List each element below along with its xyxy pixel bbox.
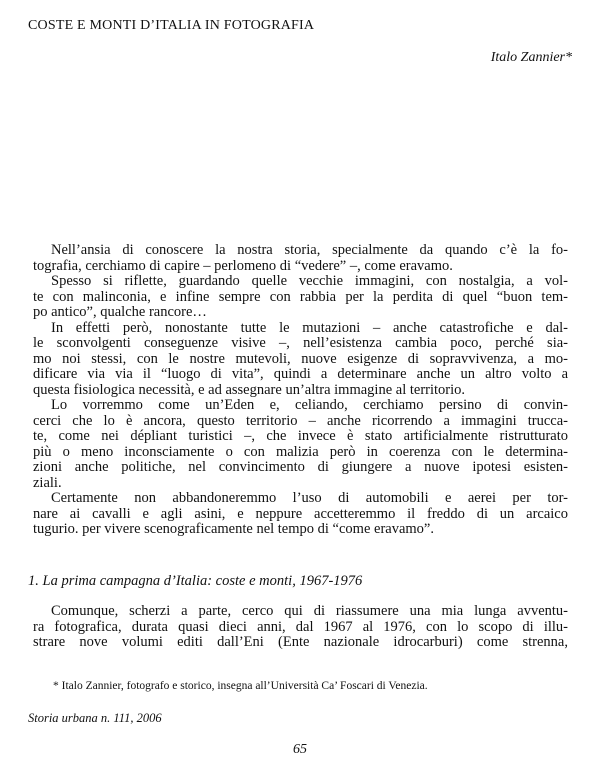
text-line: Spesso si riflette, guardando quelle vecchie immagini, con nostalgia, a vol- [51, 273, 568, 289]
footnote: * Italo Zannier, fotografo e storico, insegna all’Università Ca’ Foscari di Venezia. [53, 680, 428, 692]
text-line: Nell’ansia di conoscere la nostra storia, specialmente da quando c’è la fo- [51, 242, 568, 258]
page-number: 65 [293, 742, 307, 757]
text-line: tugurio. per vivere scenograficamente nel tempo di “come eravamo”. [33, 521, 434, 537]
text-line: Lo vorremmo come un’Eden e, celiando, cerchiamo persino di convin- [51, 397, 568, 413]
text-line: In effetti però, nonostante tutte le mutazioni – anche catastrofiche e dal- [51, 319, 568, 336]
text-line: dificare via via il “luogo di vita”, quindi a determinare anche un altro volto a [33, 366, 568, 382]
text-line: questa fisiologica necessità, e ad assegnare un’altra immagine al territorio. [33, 381, 466, 398]
section-body [33, 604, 568, 651]
text-line: ziali. [33, 474, 62, 491]
journal-citation: Storia urbana n. 111, 2006 [28, 711, 162, 725]
author-name: Italo Zannier* [490, 50, 572, 65]
text-line: Certamente non abbandoneremmo l’uso di automobili e aerei per tor- [51, 490, 568, 506]
text-line: nare ai cavalli e agli asini, e neppure accetteremmo il freddo di un arcaico [33, 505, 568, 522]
text-line: le sconvolgenti conseguenze visive –, nell’esistenza cambia poco, perché sia- [33, 335, 568, 351]
text-line: ra fotografica, durata quasi dieci anni, dal 1967 al 1976, con lo scopo di illu- [33, 618, 568, 635]
text-line: zioni anche politiche, nel convincimento di giungere a nuove ipotesi esisten- [33, 459, 568, 475]
text-line: Comunque, scherzi a parte, cerco qui di riassumere una mia lunga avventu- [51, 603, 568, 619]
text-line: po antico”, qualche rancore… [33, 304, 207, 320]
text-line: cerci che lo è ancora, questo territorio – anche ricorrendo a immagini trucca- [33, 412, 568, 429]
body-text [33, 243, 568, 538]
article-title: COSTE E MONTI D’ITALIA IN FOTOGRAFIA [28, 18, 315, 33]
text-line: te, come nei dépliant turistici –, che invece è stato artificialmente ristrutturato [33, 428, 568, 444]
text-line: tografia, cerchiamo di capire – perlomeno di “vedere” –, come eravamo. [33, 257, 453, 274]
text-line: te con malinconia, e infine sempre con rabbia per la perdita di quel “buon tem- [33, 288, 568, 305]
text-line: mo noi stessi, con le nostre mutevoli, nuove esigenze di sopravvivenza, a mo- [33, 350, 568, 367]
text-line: strare nove volumi editi dall’Eni (Ente nazionale idrocarburi) come strenna, [33, 634, 568, 650]
section-heading: 1. La prima campagna d’Italia: coste e monti, 1967-1976 [28, 573, 363, 589]
text-line: più o meno inconsciamente o con malizia però in coerenza con le determina- [33, 443, 568, 460]
